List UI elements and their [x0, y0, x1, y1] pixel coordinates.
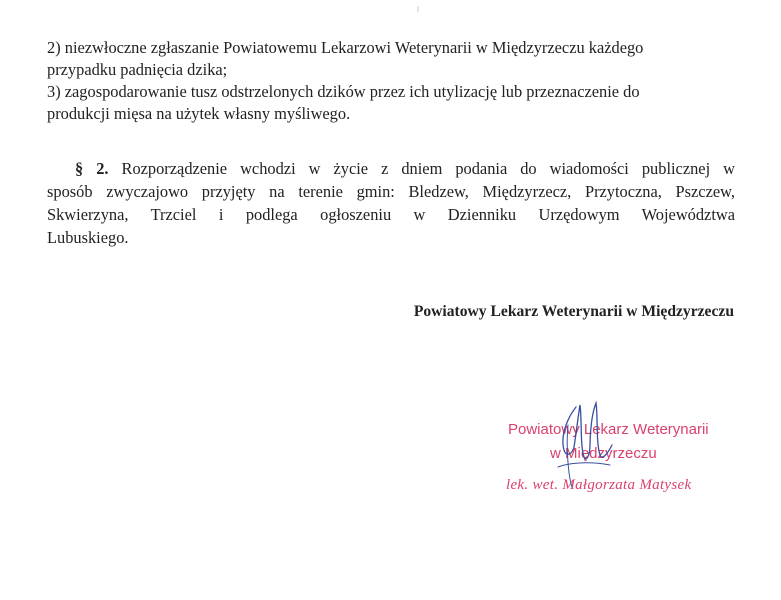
- stamp-line-3: lek. wet. Małgorzata Matysek: [506, 477, 692, 493]
- official-stamp: [498, 395, 738, 505]
- list-item-3: [47, 81, 747, 125]
- paragraph-line-4: Lubuskiego.: [47, 228, 129, 247]
- handwritten-signature: [538, 395, 618, 495]
- stamp-line-1: Powiatowy Lekarz Weterynarii: [508, 421, 709, 438]
- signature-title: Powiatowy Lekarz Weterynarii w Międzyrzeczu: [413, 303, 734, 320]
- paragraph-line-3: Skwierzyna, Trzciel i podlega ogłoszeniu w Dzienniku Urzędowym Województwa: [47, 205, 735, 224]
- paragraph-line-1: [47, 157, 735, 180]
- list-item-3-line1: 3) zagospodarowanie tusz odstrzelonych dzików przez ich utylizację lub przeznaczenie do: [47, 82, 640, 101]
- scan-speck: [417, 6, 419, 12]
- list-item-2-line1: 2) niezwłoczne zgłaszanie Powiatowemu Lekarzowi Weterynarii w Międzyrzeczu każdego: [47, 38, 644, 57]
- list-item-3-line2: produkcji mięsa na użytek własny myśliwego.: [47, 104, 351, 123]
- list-item-2-line2: przypadku padnięcia dzika;: [47, 60, 228, 79]
- list-item-2: [47, 37, 747, 81]
- section-2-paragraph: [47, 157, 735, 249]
- paragraph-line-2: sposób zwyczajowo przyjęty na terenie gmin: Bledzew, Międzyrzecz, Przytoczna, Pszczew,: [47, 182, 735, 201]
- section-number: § 2.: [75, 159, 109, 178]
- stamp-line-2: w Międzyrzeczu: [550, 445, 657, 462]
- paragraph-line-1-text: Rozporządzenie wchodzi w życie z dniem podania do wiadomości publicznej w: [121, 159, 735, 178]
